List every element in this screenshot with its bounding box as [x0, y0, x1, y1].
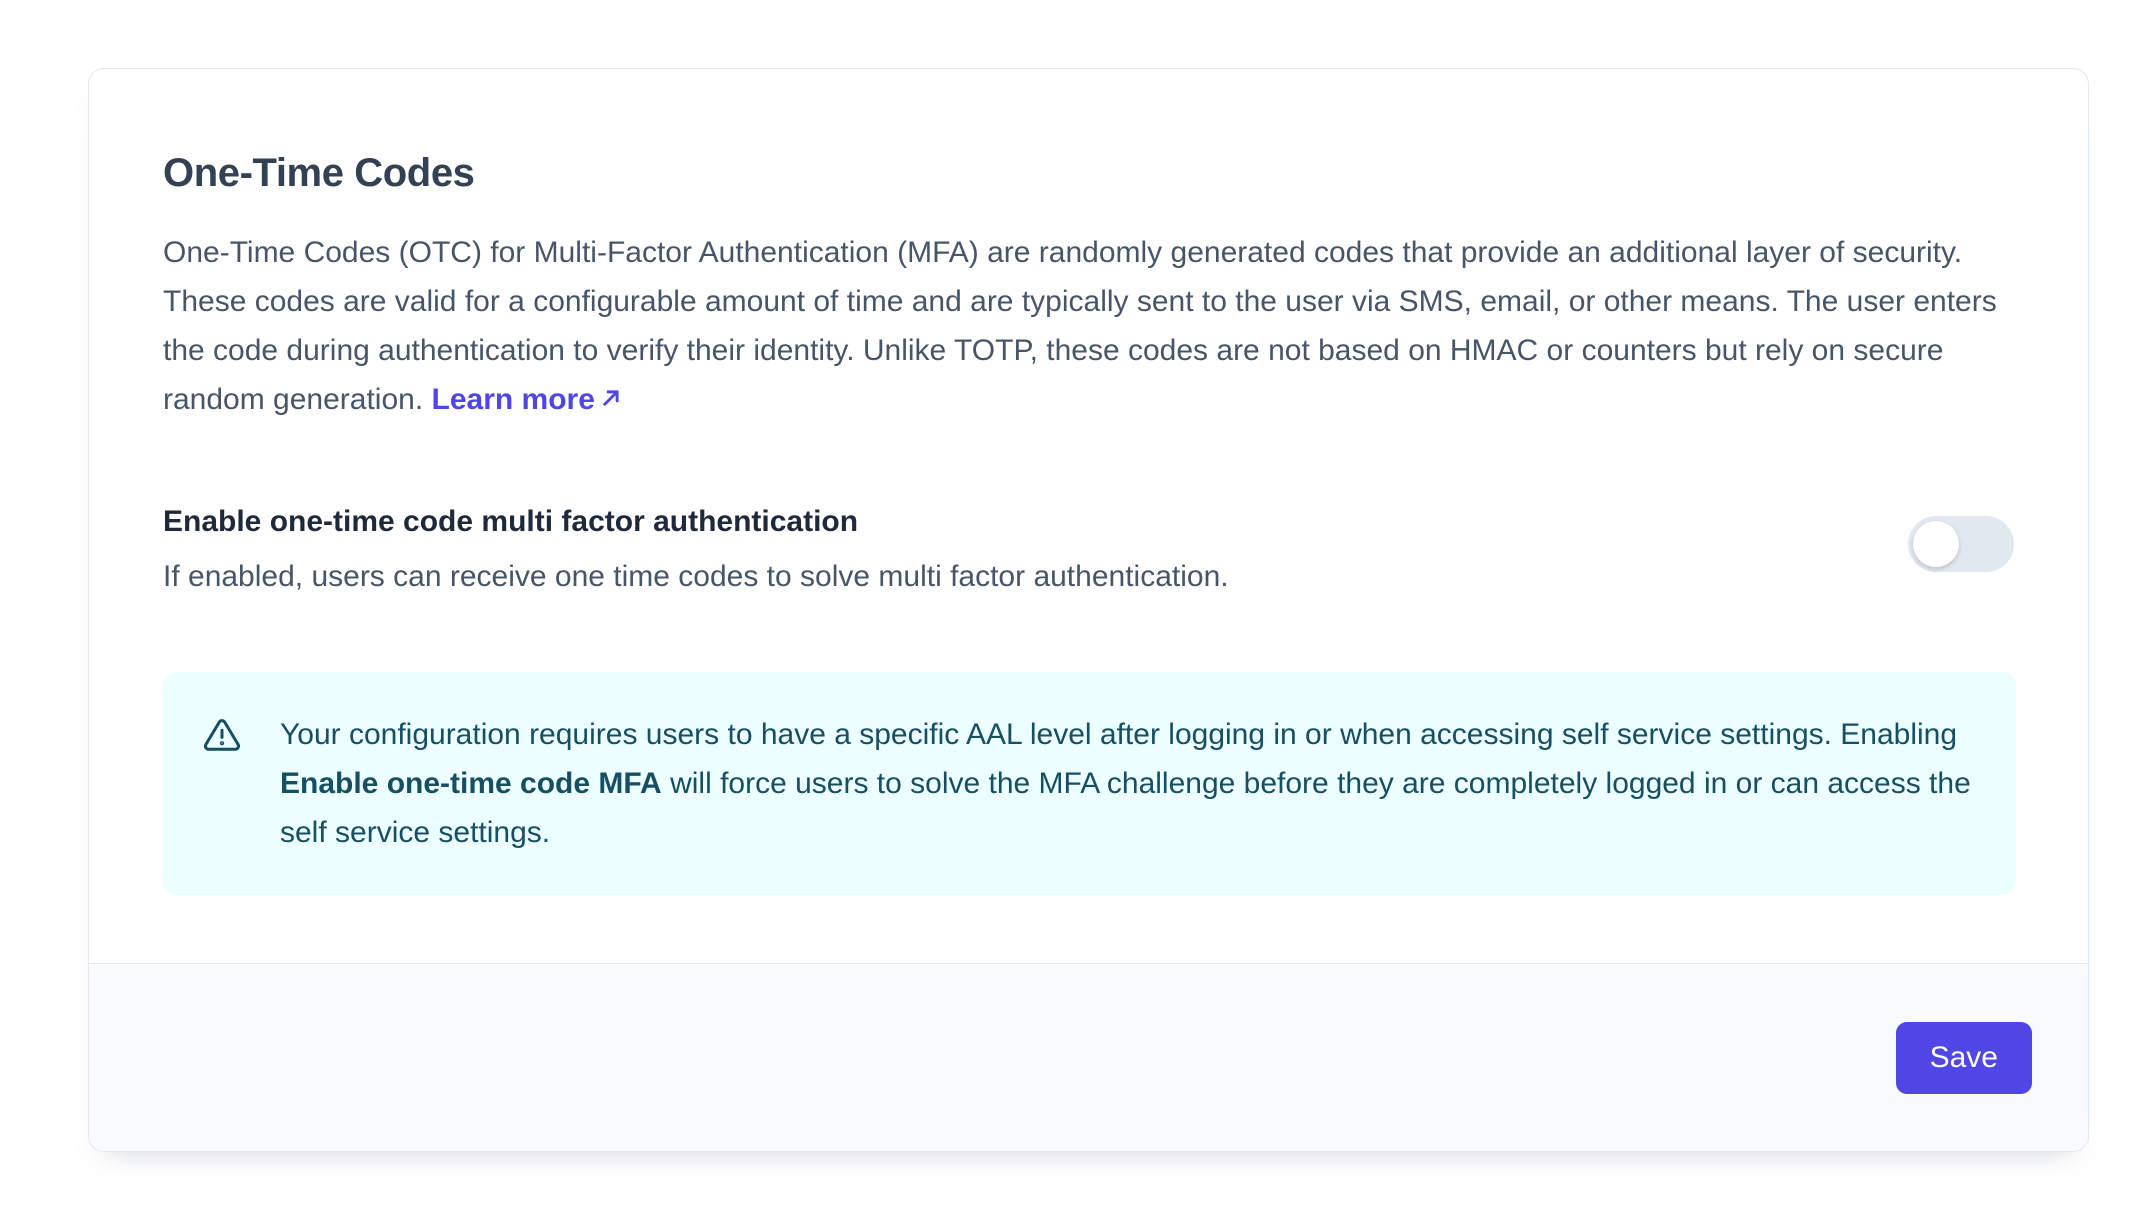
page-title: One-Time Codes [163, 151, 475, 195]
card-body [89, 69, 2088, 963]
otc-toggle[interactable] [1908, 516, 2014, 572]
notice-text [280, 710, 1976, 857]
otc-toggle-label: Enable one-time code multi factor authentication [163, 505, 859, 538]
one-time-codes-card [88, 68, 2089, 1152]
otc-setting-text [163, 500, 1229, 599]
notice-text-end: will force users to solve the MFA challenge before they are completely logged in or can access the self service settings. [280, 767, 1971, 849]
otc-toggle-description: If enabled, users can receive one time codes to solve multi factor authentication. [163, 560, 1229, 593]
card-footer [89, 963, 2088, 1151]
otc-setting-row [163, 500, 2014, 599]
warning-triangle-icon [203, 716, 241, 754]
external-link-arrow-icon [598, 384, 625, 411]
learn-more-link[interactable] [432, 383, 625, 416]
section-description [163, 228, 2014, 424]
description-text: One-Time Codes (OTC) for Multi-Factor Authentication (MFA) are randomly generated codes that provide an additional layer of security. These codes are valid for a configurable amount of time and are typically sent to the user via SMS, email, or other means. The user enters the code during authentication to verify their identity. Unlike TOTP, these codes are not based on HMAC or counters but rely on secure random generation. [163, 236, 1997, 416]
aal-warning-notice [163, 672, 2016, 895]
learn-more-label: Learn more [431, 383, 595, 416]
notice-text-bold: Enable one-time code MFA [280, 767, 662, 800]
notice-text-start: Your configuration requires users to have a specific AAL level after logging in or when accessing self service settings. Enabling [280, 718, 1958, 751]
toggle-thumb [1913, 521, 1959, 567]
save-button[interactable]: Save [1896, 1022, 2032, 1094]
